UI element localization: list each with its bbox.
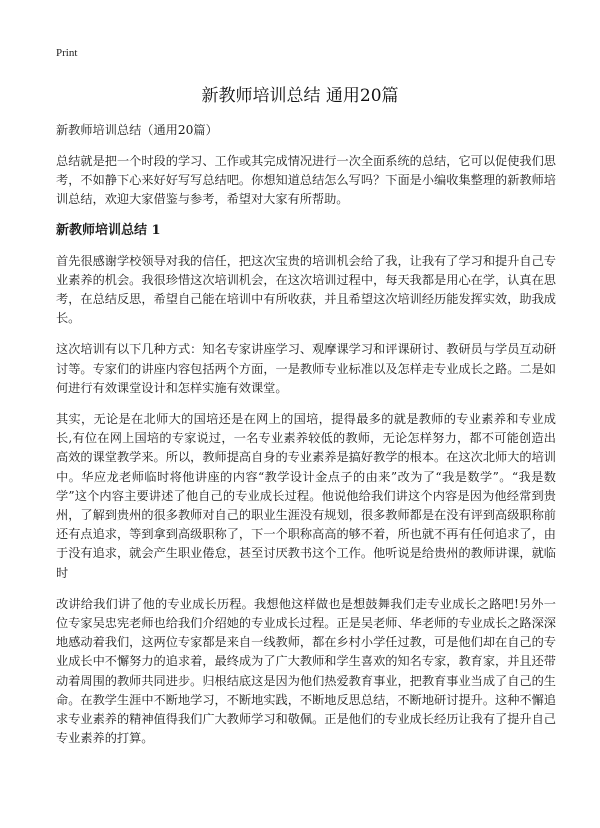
intro-paragraph: 总结就是把一个时段的学习、工作或其完成情况进行一次全面系统的总结，它可以促使我们思考，不如静下心来好好写写总结吧。你想知道总结怎么写吗？下面是小编收集整理的新教师培训总结，欢迎大家借鉴与参考，希望对大家有所帮助。 [56,154,556,207]
print-label: Print [56,47,78,59]
document-body [56,121,556,760]
body-paragraph-1: 首先很感谢学校领导对我的信任，把这次宝贵的培训机会给了我，让我有了学习和提升自己专业素养的机会。我很珍惜这次培训机会，在这次培训过程中，每天我都是用心在学，认真在思考，在总结反思，希望自己能在培训中有所收获，并且希望这次培训经历能发挥实效，助我成长。 [56,253,556,326]
body-paragraph-3: 其实，无论是在北师大的国培还是在网上的国培，提得最多的就是教师的专业素养和专业成长,有位在网上国培的专家说过，一名专业素养较低的教师，无论怎样努力，都不可能创造出高效的课堂教学来。所以，教师提高自身的专业素养是搞好教学的根本。在这次北师大的培训中。华应龙老师临时将他讲座的内容“教学设计金点子的由来”改为了“我是数学”。“我是数学”这个内容主要讲述了他自己的专业成长过程。他说他给我们讲这个内容是因为他经常到贵州，了解到贵州的很多教师对自己的职业生涯没有规划，很多教师都是在没有评到高级职称前还有点追求，等到拿到高级职称了，下一个职称高高的够不着，所也就不再有任何追求了，由于没有追求，就会产生职业倦怠，甚至讨厌教书这个工作。他听说是给贵州的教师讲课，就临时 [56,412,556,580]
section-heading: 新教师培训总结 1 [56,222,161,238]
body-paragraph-4: 改讲给我们讲了他的专业成长历程。我想他这样做也是想鼓舞我们走专业成长之路吧!另外一位专家吴忠宪老师也给我们介绍她的专业成长过程。正是吴老师、华老师的专业成长之路深深地感动着我们，这两位专家都是来自一线教师，都在乡村小学任过教，可是他们却在自己的专业成长中不懈努力的追求着，最终成为了广大教师和学生喜欢的知名专家，教育家，并且还带动着周围的教师共同进步。归根结底这是因为他们热爱教育事业，把教育事业当成了自己的生命。在教学生涯中不断地学习，不断地实践，不断地反思总结，不断地研讨提升。这种不懈追求专业素养的精神值得我们广大教师学习和敬佩。正是他们的专业成长经历让我有了提升自己专业素养的打算。 [56,596,556,746]
body-paragraph-2: 这次培训有以下几种方式：知名专家讲座学习、观摩课学习和评课研讨、教研员与学员互动研讨等。专家们的讲座内容包括两个方面，一是教师专业标准以及怎样走专业成长之路。二是如何进行有效课堂设计和怎样实施有效课堂。 [56,342,556,395]
document-subtitle: 新教师培训总结（通用20篇） [56,123,218,137]
page-title: 新教师培训总结 通用20篇 [201,86,399,106]
